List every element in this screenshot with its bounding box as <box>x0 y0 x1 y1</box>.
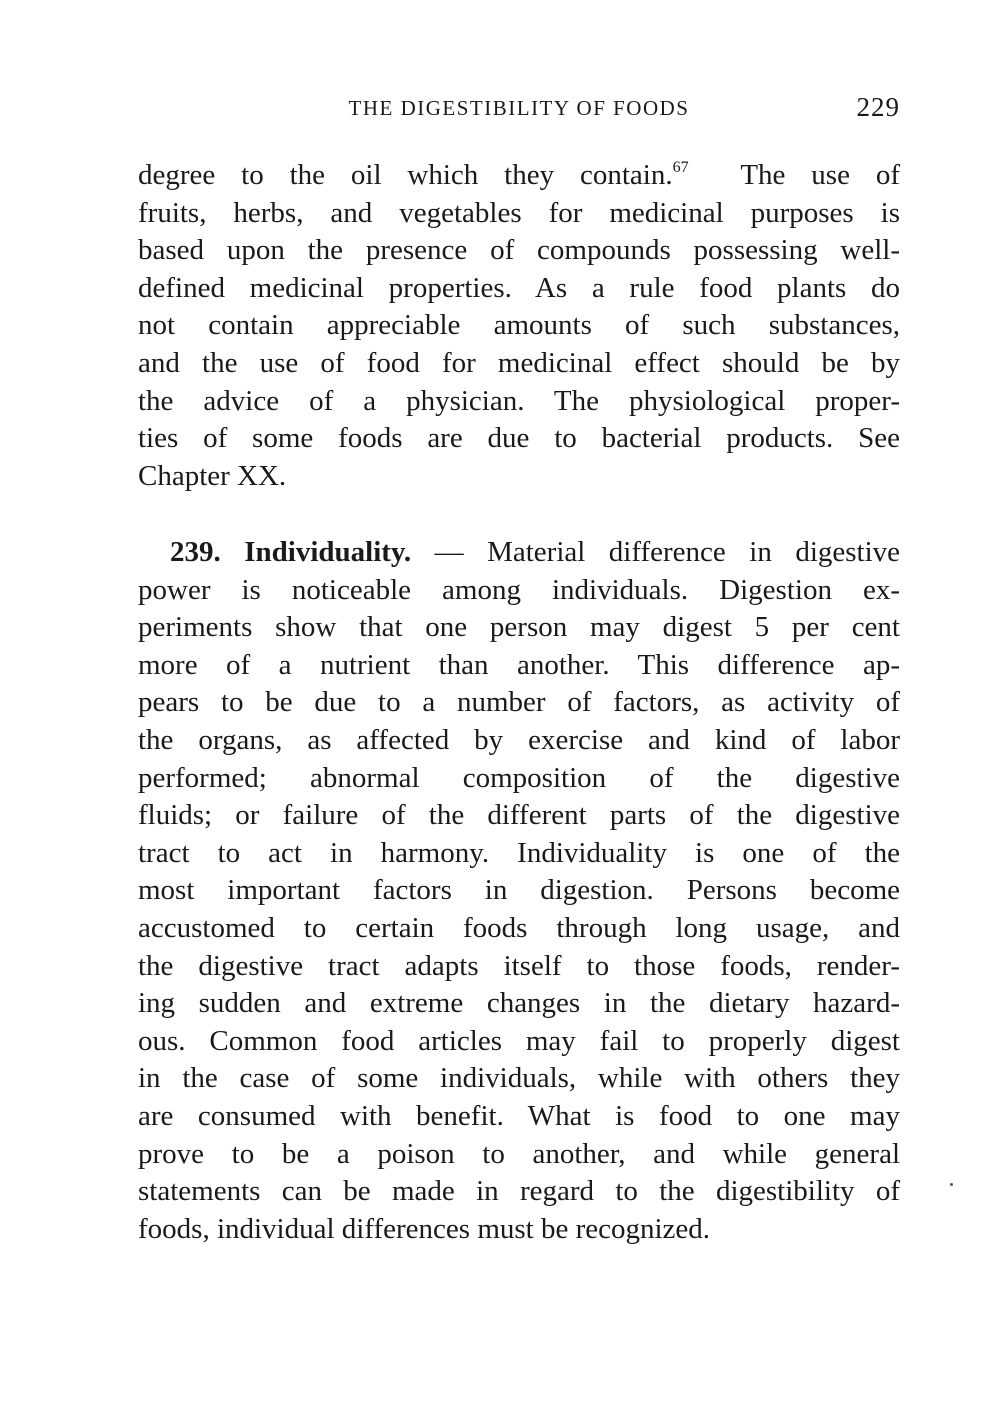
text-line: ties of some foods are due to bacterial products. See <box>138 422 900 455</box>
text-line: in the case of some individuals, while with others they <box>138 1062 900 1095</box>
text-line-head: degree to the oil which they contain. <box>138 159 673 191</box>
text-line: prove to be a poison to another, and while general <box>138 1137 900 1170</box>
text-line: and the use of food for medicinal effect should be by <box>138 346 900 379</box>
section-heading-line <box>138 534 900 572</box>
text-line: power is noticeable among individuals. Digestion ex- <box>138 573 900 606</box>
text-line: performed; abnormal composition of the digestive <box>138 761 900 794</box>
text-line: more of a nutrient than another. This difference ap- <box>138 648 900 681</box>
section-title: Individuality. <box>244 536 412 568</box>
section-number: 239. <box>170 536 221 568</box>
text-line: periments show that one person may digest 5 per cent <box>138 611 900 644</box>
text-line: fruits, herbs, and vegetables for medicinal purposes is <box>138 196 900 229</box>
section-paragraph <box>138 534 900 1248</box>
text-line: pears to be due to a number of factors, as activity of <box>138 686 900 719</box>
text-line: Chapter XX. <box>138 459 287 492</box>
text-line: statements can be made in regard to the digestibility of <box>138 1175 900 1208</box>
page-number: 229 <box>856 92 900 122</box>
text-line: fluids; or failure of the different parts of the digestive <box>138 799 900 832</box>
text-line: are consumed with benefit. What is food to one may <box>138 1099 900 1132</box>
text-line: tract to act in harmony. Individuality is one of the <box>138 836 900 869</box>
text-line: based upon the presence of compounds possessing well- <box>138 234 900 267</box>
text-line: defined medicinal properties. As a rule food plants do <box>138 271 900 304</box>
text-line: most important factors in digestion. Persons become <box>138 874 900 907</box>
text-line: the organs, as affected by exercise and kind of labor <box>138 723 900 756</box>
text-line <box>138 157 900 195</box>
footnote-reference: 67 <box>672 159 689 176</box>
text-line: foods, individual differences must be recognized. <box>138 1212 711 1245</box>
scan-speck <box>950 1183 953 1186</box>
running-title: THE DIGESTIBILITY OF FOODS <box>348 96 690 120</box>
section-lead: — Material difference in digestive <box>434 536 901 568</box>
text-line: the advice of a physician. The physiological proper- <box>138 384 900 417</box>
text-line: ing sudden and extreme changes in the dietary hazard- <box>138 987 900 1020</box>
text-line: ous. Common food articles may fail to properly digest <box>138 1024 900 1057</box>
text-line: not contain appreciable amounts of such substances, <box>138 309 900 342</box>
paragraph-continued <box>138 157 900 495</box>
text-line: the digestive tract adapts itself to those foods, render- <box>138 949 900 982</box>
running-head <box>138 92 900 126</box>
text-line: accustomed to certain foods through long usage, and <box>138 911 900 944</box>
text-line-tail: The use of <box>740 159 901 191</box>
